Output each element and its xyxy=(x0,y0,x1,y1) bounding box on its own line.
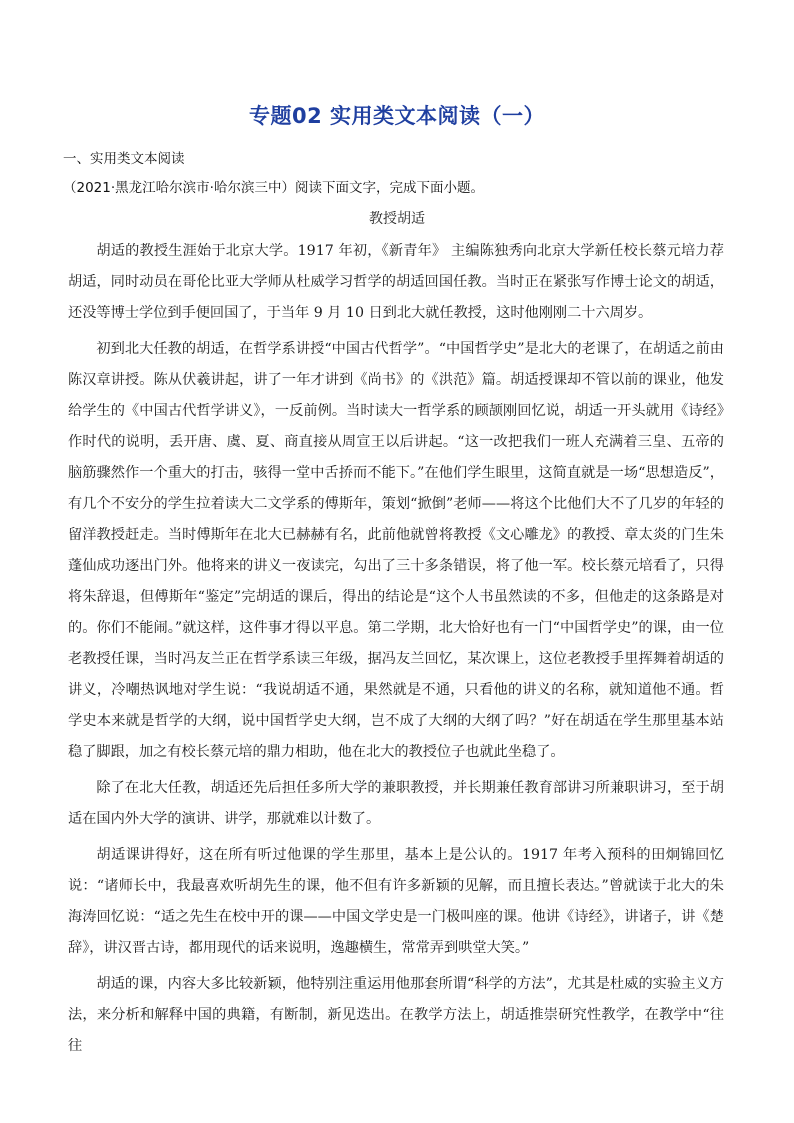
document-title: 专题02 实用类文本阅读（一） xyxy=(248,104,546,128)
source-line: （2021·黑龙江哈尔滨市·哈尔滨三中）阅读下面文字，完成下面小题。 xyxy=(63,180,484,196)
section-heading: 一、实用类文本阅读 xyxy=(63,151,185,167)
article-title: 教授胡适 xyxy=(369,211,425,227)
paragraph: 初到北大任教的胡适，在哲学系讲授“中国古代哲学”。“中国哲学史”是北大的老课了，在胡适之前由陈汉章讲授。陈从伏羲讲起，讲了一年才讲到《尚书》的《洪范》篇。胡适授课却不管以前的课业，他发给学生的《中国古代哲学讲义》，一反前例。当时读大一哲学系的顾颉刚回忆说，胡适一开头就用《诗经》作时代的说明，丢开唐、虞、夏、商直接从周宣王以后讲起。“这一改把我们一班人充满着三皇、五帝的脑筋骤然作一个重大的打击，骇得一堂中舌挢而不能下。”在他们学生眼里，这简直就是一场“思想造反”，有几个不安分的学生拉着读大二文学系的傅斯年，策划“掀倒”老师——将这个比他们大不了几岁的年轻的留洋教授赶走。当时傅斯年在北大已赫赫有名，此前他就曾将教授《文心雕龙》的教授、章太炎的门生朱蓬仙成功逐出门外。他将来的讲义一夜读完，勾出了三十多条错误，将了他一军。校长蔡元培看了，只得将朱辞退，但傅斯年“鉴定”完胡适的课后，得出的结论是“这个人书虽然读的不多，但他走的这条路是对的。你们不能闹。”就这样，这件事才得以平息。第二学期，北大恰好也有一门“中国哲学史”的课，由一位老教授任课，当时冯友兰正在哲学系读三年级，据冯友兰回忆，某次课上，这位老教授手里挥舞着胡适的讲义，冷嘲热讽地对学生说：“我说胡适不通，果然就是不通，只看他的讲义的名称，就知道他不通。哲学史本来就是哲学的大纲，说中国哲学史大纲，岂不成了大纲的大纲了吗？”好在胡适在学生那里基本站稳了脚跟，加之有校长蔡元培的鼎力相助，他在北大的教授位子也就此坐稳了。 xyxy=(68,341,724,760)
article-body xyxy=(68,236,724,1067)
paragraph: 胡适的教授生涯始于北京大学。1917 年初，《新青年》 主编陈独秀向北京大学新任校长蔡元培力荐胡适，同时动员在哥伦比亚大学师从杜威学习哲学的胡适回国任教。当时正在紧张写作博士论文的胡适，还没等博士学位到手便回国了，于当年 9 月 10 日到北大就任教授，这时他刚刚二十六周岁。 xyxy=(68,243,724,321)
paragraph: 除了在北大任教，胡适还先后担任多所大学的兼职教授，并长期兼任教育部讲习所兼职讲习，至于胡适在国内外大学的演讲、讲学，那就难以计数了。 xyxy=(68,780,724,827)
paragraph: 胡适课讲得好，这在所有听过他课的学生那里，基本上是公认的。1917 年考入预科的田炯锦回忆说：“诸师长中，我最喜欢听胡先生的课，他不但有许多新颖的见解，而且擅长表达。”曾就读于北大的朱海涛回忆说：“适之先生在校中开的课——中国文学史是一门极叫座的课。他讲《诗经》，讲诸子，讲《楚辞》，讲汉晋古诗，都用现代的话来说明，逸趣横生，常常弄到哄堂大笑。” xyxy=(68,847,724,956)
paragraph: 胡适的课，内容大多比较新颖，他特别注重运用他那套所谓“科学的方法”，尤其是杜威的实验主义方法，来分析和解释中国的典籍，有断制，新见迭出。在教学方法上，胡适推崇研究性教学，在教学中“往往 xyxy=(68,976,724,1054)
